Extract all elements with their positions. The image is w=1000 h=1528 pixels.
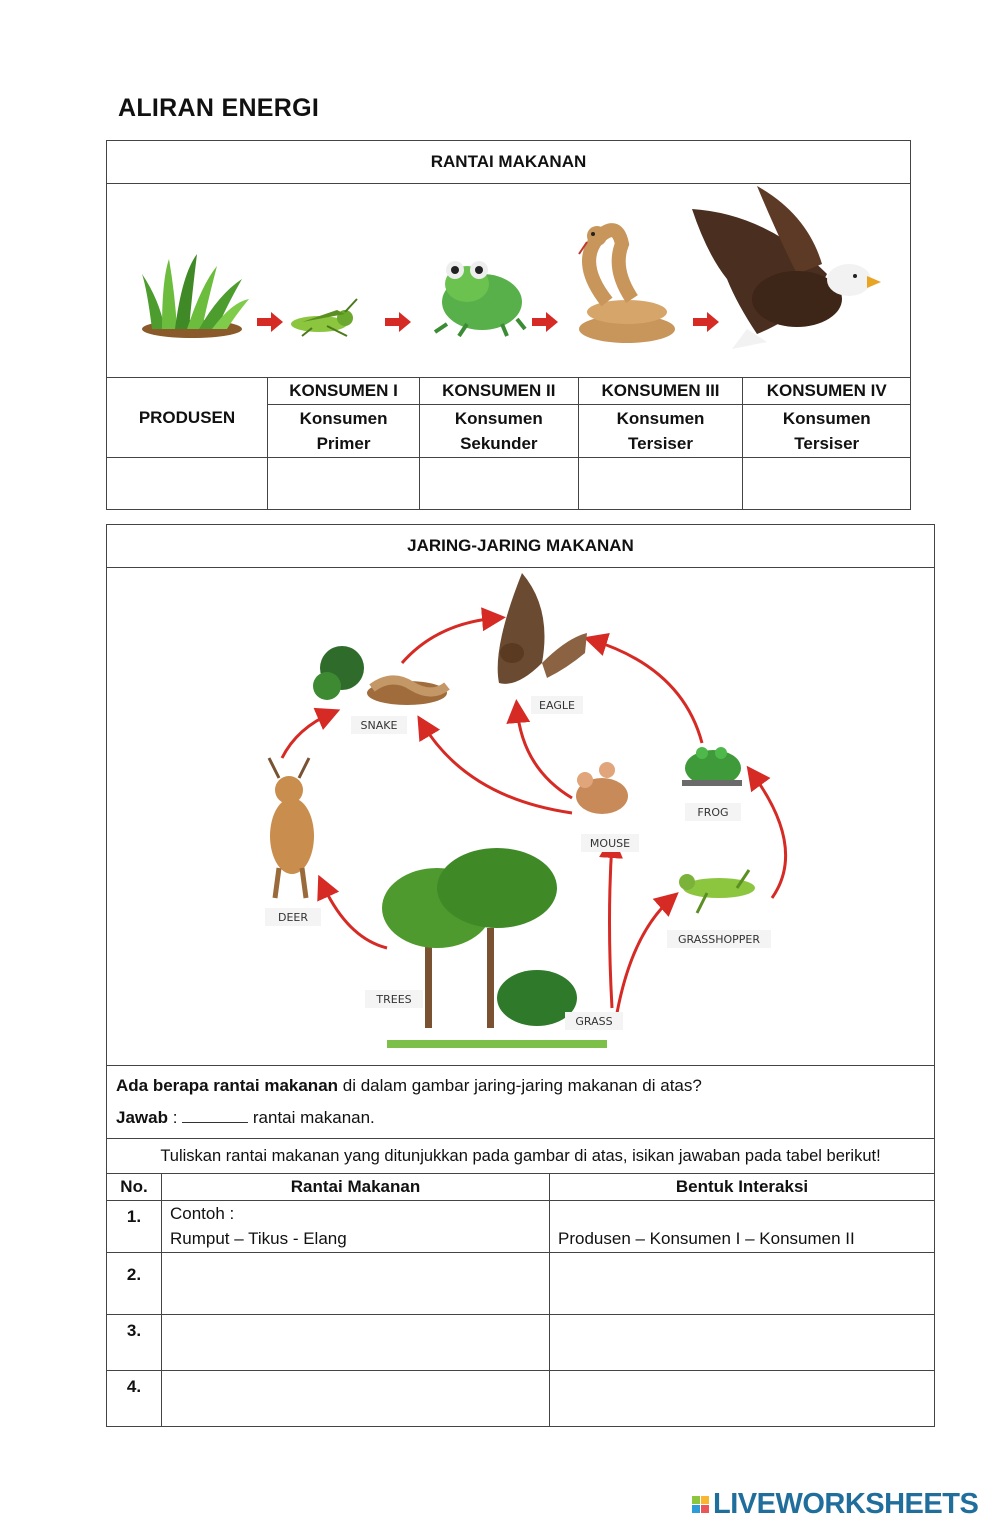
chain-arrow-3 — [532, 312, 558, 332]
trees-label: TREES — [376, 993, 412, 1006]
row-no: 4. — [107, 1371, 162, 1427]
food-chain-svg — [107, 184, 910, 372]
col-header-no: No. — [107, 1174, 162, 1201]
food-chain-table — [106, 140, 911, 510]
konsumen-2-answer[interactable] — [420, 458, 578, 510]
food-web-illustration — [107, 568, 935, 1066]
produsen-label: PRODUSEN — [107, 378, 268, 458]
eagle-illustration — [692, 186, 881, 349]
konsumen-3-title: KONSUMEN III — [578, 378, 743, 405]
row-interaction-input[interactable] — [550, 1371, 935, 1427]
konsumen-4-desc: Konsumen Tersiser — [743, 405, 911, 458]
page-title: ALIRAN ENERGI — [118, 94, 320, 122]
question-block — [107, 1066, 935, 1139]
grasshopper-label: GRASSHOPPER — [677, 933, 761, 946]
produsen-answer[interactable] — [107, 458, 268, 510]
instruction-text: Tuliskan rantai makanan yang ditunjukkan pada gambar di atas, isikan jawaban pada tabel berikut! — [107, 1139, 935, 1174]
arrow-snake-eagle — [402, 618, 497, 663]
row-chain-input[interactable] — [162, 1253, 550, 1315]
frog-illustration — [435, 261, 525, 336]
liveworksheets-logo[interactable] — [692, 1488, 978, 1521]
arrow-deer-snake — [282, 713, 332, 758]
mouse-label: MOUSE — [589, 837, 631, 850]
konsumen-1-desc: Konsumen Primer — [268, 405, 420, 458]
row-interaction: Produsen – Konsumen I – Konsumen II — [550, 1201, 935, 1253]
answer-input[interactable] — [182, 1108, 248, 1123]
row-chain-input[interactable] — [162, 1371, 550, 1427]
konsumen-3-answer[interactable] — [578, 458, 743, 510]
snake-label: SNAKE — [360, 719, 398, 732]
deer-label: DEER — [277, 911, 309, 924]
grass-label: GRASS — [575, 1015, 613, 1028]
eagle-label: EAGLE — [539, 699, 575, 712]
frog-figure — [682, 747, 742, 786]
arrow-grass-mouse — [610, 843, 613, 1008]
answer-line: Jawab : rantai makanan. — [116, 1108, 375, 1127]
table-row — [107, 1371, 935, 1427]
question-text: Ada berapa rantai makanan di dalam gambar jaring-jaring makanan di atas? — [116, 1076, 702, 1095]
arrow-grass-grasshopper — [617, 898, 672, 1013]
col-header-interaction: Bentuk Interaksi — [550, 1174, 935, 1201]
food-web-table — [106, 524, 935, 1427]
food-web-header: JARING-JARING MAKANAN — [107, 525, 935, 568]
food-web-svg — [107, 568, 934, 1060]
row-no: 2. — [107, 1253, 162, 1315]
arrow-mouse-snake — [422, 723, 572, 813]
konsumen-2-desc: Konsumen Sekunder — [420, 405, 578, 458]
mouse-figure — [576, 762, 628, 814]
frog-label: FROG — [697, 806, 729, 819]
row-interaction-input[interactable] — [550, 1315, 935, 1371]
konsumen-1-title: KONSUMEN I — [268, 378, 420, 405]
chain-arrow-2 — [385, 312, 411, 332]
grasshopper-figure — [679, 870, 755, 913]
table-row — [107, 1253, 935, 1315]
arrow-grasshopper-frog — [752, 773, 786, 898]
grass-illustration — [142, 254, 249, 338]
food-chain-header: RANTAI MAKANAN — [107, 141, 911, 184]
arrow-mouse-eagle — [517, 708, 572, 798]
konsumen-3-desc: Konsumen Tersiser — [578, 405, 743, 458]
snake-figure — [313, 646, 447, 705]
arrow-frog-eagle — [592, 640, 702, 743]
table-row — [107, 1201, 935, 1253]
row-chain: Contoh : Rumput – Tikus - Elang — [162, 1201, 550, 1253]
deer-figure — [269, 758, 314, 898]
col-header-chain: Rantai Makanan — [162, 1174, 550, 1201]
row-no: 1. — [107, 1201, 162, 1253]
grasshopper-illustration — [291, 299, 357, 336]
liveworksheets-logo-icon — [692, 1496, 709, 1513]
food-chain-illustration — [107, 184, 911, 378]
chain-arrow-4 — [693, 312, 719, 332]
row-no: 3. — [107, 1315, 162, 1371]
table-row — [107, 1315, 935, 1371]
snake-illustration — [579, 226, 675, 343]
eagle-figure — [498, 573, 587, 684]
konsumen-4-answer[interactable] — [743, 458, 911, 510]
row-chain-input[interactable] — [162, 1315, 550, 1371]
konsumen-4-title: KONSUMEN IV — [743, 378, 911, 405]
brand-text: LIVEWORKSHEETS — [713, 1488, 979, 1520]
row-interaction-input[interactable] — [550, 1253, 935, 1315]
konsumen-1-answer[interactable] — [268, 458, 420, 510]
konsumen-2-title: KONSUMEN II — [420, 378, 578, 405]
chain-arrow-1 — [257, 312, 283, 332]
arrow-trees-deer — [322, 883, 387, 948]
